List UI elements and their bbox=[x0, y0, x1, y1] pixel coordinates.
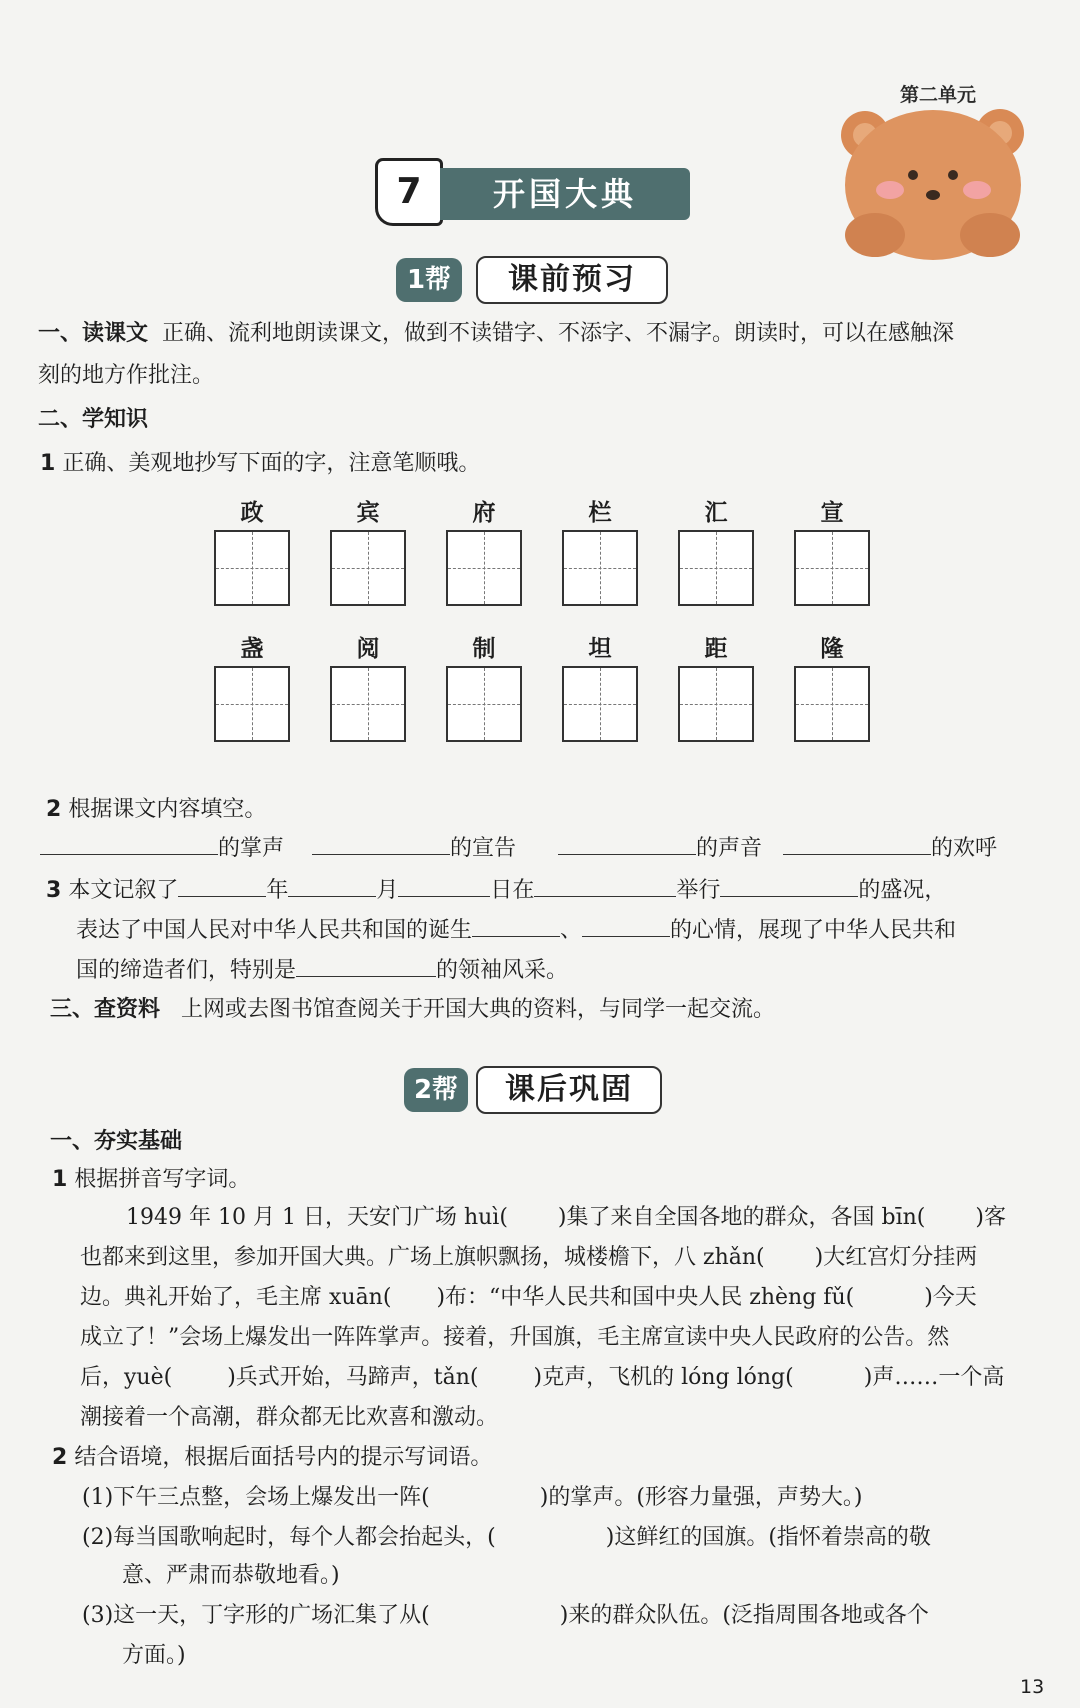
section-badge-1: 1帮 bbox=[396, 258, 462, 302]
answer-blank[interactable] bbox=[312, 832, 450, 855]
bear-sticker-icon bbox=[835, 95, 1030, 265]
q4-text: )客 bbox=[975, 1205, 1006, 1230]
q4-text: )今天 bbox=[924, 1285, 977, 1310]
writing-grid[interactable] bbox=[562, 530, 638, 606]
q5-title: 结合语境，根据后面括号内的提示写词语。 bbox=[74, 1445, 493, 1470]
q2-fill-line bbox=[40, 832, 997, 863]
q2-number: 2 bbox=[46, 797, 62, 822]
char-label: 宣 bbox=[820, 499, 844, 526]
q4-line5 bbox=[80, 1364, 1004, 1392]
q4-text: )兵式开始，马蹄声，tǎn( bbox=[227, 1365, 479, 1390]
char-row-2 bbox=[214, 634, 870, 742]
q4-text: 也都来到这里，参加开国大典。广场上旗帜飘扬，城楼檐下，八 zhǎn( bbox=[80, 1245, 765, 1270]
q5-s3 bbox=[82, 1602, 929, 1630]
char-cell bbox=[562, 634, 638, 742]
answer-blank[interactable] bbox=[296, 954, 436, 977]
char-label: 隆 bbox=[820, 635, 844, 662]
q3-text: 国的缔造者们，特别是 bbox=[76, 958, 297, 983]
char-cell bbox=[678, 498, 754, 606]
q5-text: )的掌声。(形容力量强，声势大。) bbox=[539, 1485, 863, 1510]
q2-text: 根据课文内容填空。 bbox=[68, 797, 267, 822]
part1-line2: 刻的地方作批注。 bbox=[38, 363, 215, 388]
q4-number: 1 bbox=[52, 1167, 68, 1192]
part2-label: 二、学知识 bbox=[38, 407, 149, 432]
writing-grid[interactable] bbox=[214, 666, 290, 742]
writing-grid[interactable] bbox=[794, 530, 870, 606]
char-cell bbox=[678, 634, 754, 742]
part1-line1 bbox=[38, 320, 954, 348]
answer-blank[interactable] bbox=[178, 874, 266, 897]
answer-blank[interactable] bbox=[288, 874, 376, 897]
q2-line bbox=[46, 796, 266, 824]
q5-text: )来的群众队伍。(泛指周围各地或各个 bbox=[559, 1603, 929, 1628]
section-title-2: 课后巩固 bbox=[476, 1066, 662, 1114]
answer-blank[interactable] bbox=[558, 832, 696, 855]
char-row-1 bbox=[214, 498, 870, 606]
char-label: 制 bbox=[472, 635, 496, 662]
section-badge-2: 2帮 bbox=[404, 1068, 468, 1112]
char-label: 盏 bbox=[240, 635, 264, 662]
lesson-title: 开国大典 bbox=[440, 168, 690, 220]
q3-line2 bbox=[76, 914, 956, 945]
q5-text: (2)每当国歌响起时，每个人都会抬起头，( bbox=[82, 1525, 496, 1550]
q4-title: 根据拼音写字词。 bbox=[74, 1167, 251, 1192]
q5-text: (3)这一天，丁字形的广场汇集了从( bbox=[82, 1603, 430, 1628]
writing-grid[interactable] bbox=[330, 530, 406, 606]
writing-grid[interactable] bbox=[678, 666, 754, 742]
writing-grid[interactable] bbox=[678, 530, 754, 606]
q2-fill-text: 的声音 bbox=[695, 836, 762, 861]
char-label: 宾 bbox=[356, 499, 380, 526]
q3-text: 日在 bbox=[490, 878, 535, 903]
q4-title-line bbox=[52, 1166, 250, 1194]
q3-text: 月 bbox=[376, 878, 399, 903]
q5-s3-cont: 方面。) bbox=[122, 1643, 186, 1668]
q4-line3 bbox=[80, 1284, 977, 1312]
q4-text: )克声，飞机的 lóng lóng( bbox=[533, 1365, 794, 1390]
answer-blank[interactable] bbox=[472, 914, 560, 937]
char-cell bbox=[214, 498, 290, 606]
part1-text: 正确、流利地朗读课文，做到不读错字、不添字、不漏字。朗读时，可以在感触深 bbox=[162, 321, 955, 346]
part4-label: 一、夯实基础 bbox=[50, 1129, 183, 1154]
q5-text: )这鲜红的国旗。(指怀着崇高的敬 bbox=[605, 1525, 931, 1550]
char-label: 阅 bbox=[356, 635, 380, 662]
q2-fill-text: 的掌声 bbox=[218, 836, 285, 861]
q5-title-line bbox=[52, 1444, 492, 1472]
unit-tag: 第二单元 bbox=[900, 84, 977, 106]
char-label: 坦 bbox=[588, 635, 612, 662]
char-cell bbox=[562, 498, 638, 606]
writing-grid[interactable] bbox=[794, 666, 870, 742]
writing-grid[interactable] bbox=[562, 666, 638, 742]
q3-line1 bbox=[46, 874, 946, 905]
q1-line bbox=[40, 450, 480, 478]
writing-grid[interactable] bbox=[214, 530, 290, 606]
q3-text: 本文记叙了 bbox=[68, 878, 179, 903]
q4-line2 bbox=[80, 1244, 977, 1272]
writing-grid[interactable] bbox=[446, 666, 522, 742]
q3-text: 年 bbox=[266, 878, 289, 903]
answer-blank[interactable] bbox=[783, 832, 931, 855]
q3-text: 、 bbox=[560, 918, 583, 943]
q1-text: 正确、美观地抄写下面的字，注意笔顺哦。 bbox=[62, 451, 481, 476]
q4-text: 后，yuè( bbox=[80, 1365, 173, 1390]
char-cell bbox=[214, 634, 290, 742]
q3-text: 的领袖风采。 bbox=[436, 958, 569, 983]
char-label: 距 bbox=[704, 635, 728, 662]
char-cell bbox=[330, 634, 406, 742]
part1-label: 一、读课文 bbox=[38, 321, 149, 346]
answer-blank[interactable] bbox=[534, 874, 676, 897]
char-label: 政 bbox=[240, 499, 264, 526]
part3-label: 三、查资料 bbox=[50, 997, 161, 1022]
answer-blank[interactable] bbox=[720, 874, 858, 897]
q4-text: )集了来自全国各地的群众，各国 bīn( bbox=[557, 1205, 926, 1230]
page-number: 13 bbox=[1020, 1676, 1045, 1698]
q4-line6: 潮接着一个高潮，群众都无比欢喜和激动。 bbox=[80, 1405, 499, 1430]
q4-text: )布：“中华人民共和国中央人民 zhèng fǔ( bbox=[436, 1285, 855, 1310]
answer-blank[interactable] bbox=[40, 832, 218, 855]
char-label: 府 bbox=[472, 499, 496, 526]
part3-line bbox=[50, 996, 775, 1024]
char-label: 栏 bbox=[588, 499, 612, 526]
char-cell bbox=[794, 634, 870, 742]
q3-text: 表达了中国人民对中华人民共和国的诞生 bbox=[76, 918, 473, 943]
q3-line3 bbox=[76, 954, 568, 985]
q5-s2-cont: 意、严肃而恭敬地看。) bbox=[122, 1563, 340, 1588]
char-label: 汇 bbox=[704, 499, 728, 526]
q4-text: )大红宫灯分挂两 bbox=[814, 1245, 978, 1270]
writing-grid[interactable] bbox=[446, 530, 522, 606]
section-title-1: 课前预习 bbox=[476, 256, 668, 304]
q5-s2 bbox=[82, 1524, 931, 1552]
q2-fill-text: 的宣告 bbox=[450, 836, 517, 861]
q5-s1 bbox=[82, 1484, 863, 1512]
answer-blank[interactable] bbox=[398, 874, 490, 897]
writing-grid[interactable] bbox=[330, 666, 406, 742]
q3-text: 的心情，展现了中华人民共和 bbox=[670, 918, 957, 943]
q4-text: )声……一个高 bbox=[863, 1365, 1005, 1390]
answer-blank[interactable] bbox=[582, 914, 670, 937]
q4-line4: 成立了！”会场上爆发出一阵阵掌声。接着，升国旗，毛主席宣读中央人民政府的公告。然 bbox=[80, 1325, 950, 1350]
lesson-number: 7 bbox=[375, 158, 443, 226]
char-cell bbox=[446, 498, 522, 606]
char-cell bbox=[794, 498, 870, 606]
q3-number: 3 bbox=[46, 878, 62, 903]
char-cell bbox=[330, 498, 406, 606]
q5-number: 2 bbox=[52, 1445, 68, 1470]
q3-text: 的盛况， bbox=[858, 878, 947, 903]
q4-text: 边。典礼开始了，毛主席 xuān( bbox=[80, 1285, 392, 1310]
q3-text: 举行 bbox=[676, 878, 721, 903]
q2-fill-text: 的欢呼 bbox=[930, 836, 997, 861]
q4-text: 1949 年 10 月 1 日，天安门广场 huì( bbox=[126, 1205, 508, 1230]
q1-number: 1 bbox=[40, 451, 56, 476]
q5-text: (1)下午三点整，会场上爆发出一阵( bbox=[82, 1485, 430, 1510]
q4-line1 bbox=[126, 1204, 1006, 1232]
part3-text: 上网或去图书馆查阅关于开国大典的资料，与同学一起交流。 bbox=[181, 997, 776, 1022]
char-cell bbox=[446, 634, 522, 742]
